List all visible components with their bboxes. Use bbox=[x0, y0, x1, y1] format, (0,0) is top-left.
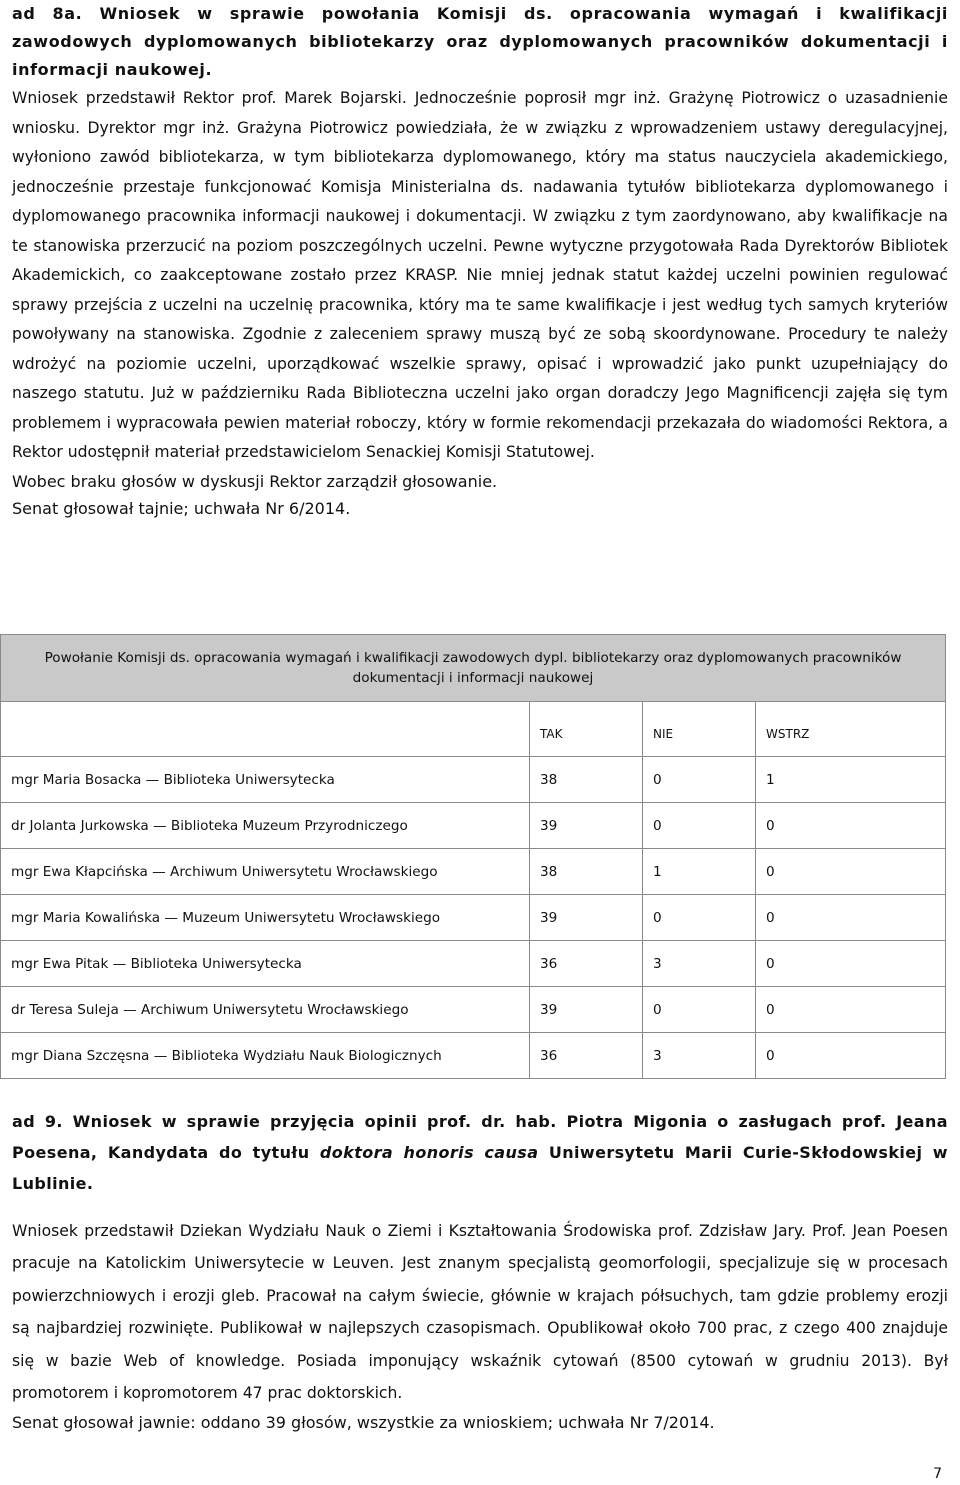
votes-wstrz: 0 bbox=[756, 895, 946, 941]
candidate-name: mgr Diana Szczęsna — Biblioteka Wydziału Nauk Biologicznych bbox=[1, 1033, 530, 1079]
votes-nie: 1 bbox=[643, 849, 756, 895]
votes-nie: 3 bbox=[643, 1033, 756, 1079]
table-row bbox=[1, 1033, 946, 1079]
item-8a-heading: ad 8a. Wniosek w sprawie powołania Komisji ds. opracowania wymagań i kwalifikacji zawodowych dyplomowanych bibliotekarzy oraz dyplomowanych pracowników dokumentacji i informacji naukowej. bbox=[12, 4, 948, 79]
header-nie: NIE bbox=[643, 702, 756, 757]
votes-tak: 38 bbox=[530, 849, 643, 895]
item-8a-no-votes: Wobec braku głosów w dyskusji Rektor zarządził głosowanie. bbox=[12, 471, 498, 491]
table-row bbox=[1, 987, 946, 1033]
votes-tak: 39 bbox=[530, 987, 643, 1033]
header-tak: TAK bbox=[530, 702, 643, 757]
votes-tak: 39 bbox=[530, 803, 643, 849]
table-row bbox=[1, 941, 946, 987]
candidate-name: dr Teresa Suleja — Archiwum Uniwersytetu Wrocławskiego bbox=[1, 987, 530, 1033]
item-8a-body: Wniosek przedstawił Rektor prof. Marek Bojarski. Jednocześnie poprosił mgr inż. Grażynę Piotrowicz o uzasadnienie wniosku. Dyrektor mgr inż. Grażyna Piotrowicz powiedziała, że w związku z wprowadzeniem ustawy deregulacyjnej, wyłoniono zawód bibliotekarza, w tym bibliotekarza dyplomowanego, który ma status nauczyciela akademickiego, jednocześnie przestaje funkcjonować Komisja Ministerialna ds. nadawania tytułów bibliotekarza dyplomowanego i dyplomowanego pracownika informacji naukowej i dokumentacji. W związku z tym zaordynowano, aby kwalifikacje na te stanowiska przerzucić na poziom poszczególnych uczelni. Pewne wytyczne przygotowała Rada Dyrektorów Bibliotek Akademickich, co zaakceptowane zostało przez KRASP. Nie mniej jednak statut każdej uczelni powinien regulować sprawy przejścia z uczelni na uczelnię pracownika, który ma te same kwalifikacje i jest według tych samych kryteriów powoływany na stanowiska. Zgodnie z zaleceniem sprawy muszą być ze sobą skoordynowane. Procedury te należy wdrożyć na poziomie uczelni, uporządkować wszelkie sprawy, opisać i wprowadzić jako punkt uzupełniający do naszego statutu. Już w październiku Rada Biblioteczna uczelni jako organ doradczy Jego Magnificencji zajęła się tym problemem i wypracowała pewien materiał roboczy, który w formie rekomendacji przekazała do wiadomości Rektora, a Rektor udostępnił materiał przedstawicielom Senackiej Komisji Statutowej. bbox=[12, 89, 948, 461]
vote-table-empty-header bbox=[1, 702, 530, 757]
vote-table-wrap bbox=[0, 634, 946, 1079]
votes-wstrz: 1 bbox=[756, 757, 946, 803]
votes-wstrz: 0 bbox=[756, 803, 946, 849]
item-9-resolution: Senat głosował jawnie: oddano 39 głosów, wszystkie za wnioskiem; uchwała Nr 7/2014. bbox=[12, 1413, 715, 1433]
table-row bbox=[1, 849, 946, 895]
item-9-heading bbox=[12, 1106, 948, 1199]
votes-nie: 0 bbox=[643, 987, 756, 1033]
votes-nie: 0 bbox=[643, 803, 756, 849]
candidate-name: mgr Maria Bosacka — Biblioteka Uniwersytecka bbox=[1, 757, 530, 803]
votes-nie: 0 bbox=[643, 757, 756, 803]
candidate-name: mgr Ewa Pitak — Biblioteka Uniwersytecka bbox=[1, 941, 530, 987]
item-8a-resolution: Senat głosował tajnie; uchwała Nr 6/2014. bbox=[12, 498, 351, 518]
item-9-heading-start: ad 9. Wniosek w sprawie przyjęcia opinii prof. dr. hab. Piotra Migonia o zasługach prof. Jeana Poesena, Kandydata do tytułu bbox=[12, 1112, 948, 1162]
document-page bbox=[12, 0, 948, 522]
vote-table bbox=[0, 634, 946, 1079]
candidate-name: mgr Maria Kowalińska — Muzeum Uniwersytetu Wrocławskiego bbox=[1, 895, 530, 941]
table-row bbox=[1, 803, 946, 849]
vote-table-caption: Powołanie Komisji ds. opracowania wymagań i kwalifikacji zawodowych dypl. bibliotekarzy oraz dyplomowanych pracowników dokumentacji i informacji naukowej bbox=[1, 635, 946, 702]
header-wstrz: WSTRZ bbox=[756, 702, 946, 757]
item-9-section bbox=[12, 1106, 948, 1436]
page-number: 7 bbox=[933, 1466, 942, 1482]
candidate-name: dr Jolanta Jurkowska — Biblioteka Muzeum Przyrodniczego bbox=[1, 803, 530, 849]
votes-tak: 38 bbox=[530, 757, 643, 803]
votes-nie: 0 bbox=[643, 895, 756, 941]
item-9-heading-end: Uniwersytetu Marii Curie-Skłodowskiej w Lublinie. bbox=[12, 1143, 948, 1193]
votes-tak: 36 bbox=[530, 941, 643, 987]
votes-wstrz: 0 bbox=[756, 1033, 946, 1079]
votes-nie: 3 bbox=[643, 941, 756, 987]
table-row bbox=[1, 895, 946, 941]
candidate-name: mgr Ewa Kłapcińska — Archiwum Uniwersytetu Wrocławskiego bbox=[1, 849, 530, 895]
votes-wstrz: 0 bbox=[756, 987, 946, 1033]
votes-tak: 39 bbox=[530, 895, 643, 941]
table-row bbox=[1, 757, 946, 803]
votes-tak: 36 bbox=[530, 1033, 643, 1079]
item-9-heading-italic: doktora honoris causa bbox=[319, 1143, 539, 1162]
votes-wstrz: 0 bbox=[756, 941, 946, 987]
votes-wstrz: 0 bbox=[756, 849, 946, 895]
item-9-body: Wniosek przedstawił Dziekan Wydziału Nauk o Ziemi i Kształtowania Środowiska prof. Zdzisław Jary. Prof. Jean Poesen pracuje na Katolickim Uniwersytecie w Leuven. Jest znanym specjalistą geomorfologii, specjalizuje się w procesach powierzchniowych i erozji gleb. Pracował na całym świecie, głównie w krajach półsuchych, tam gdzie problemy erozji są najbardziej rozwinięte. Publikował w najlepszych czasopismach. Opublikował około 700 prac, z czego 400 znajduje się w bazie Web of knowledge. Posiada imponujący wskaźnik cytowań (8500 cytowań w grudniu 2013). Był promotorem i kopromotorem 47 prac doktorskich. bbox=[12, 1222, 948, 1403]
